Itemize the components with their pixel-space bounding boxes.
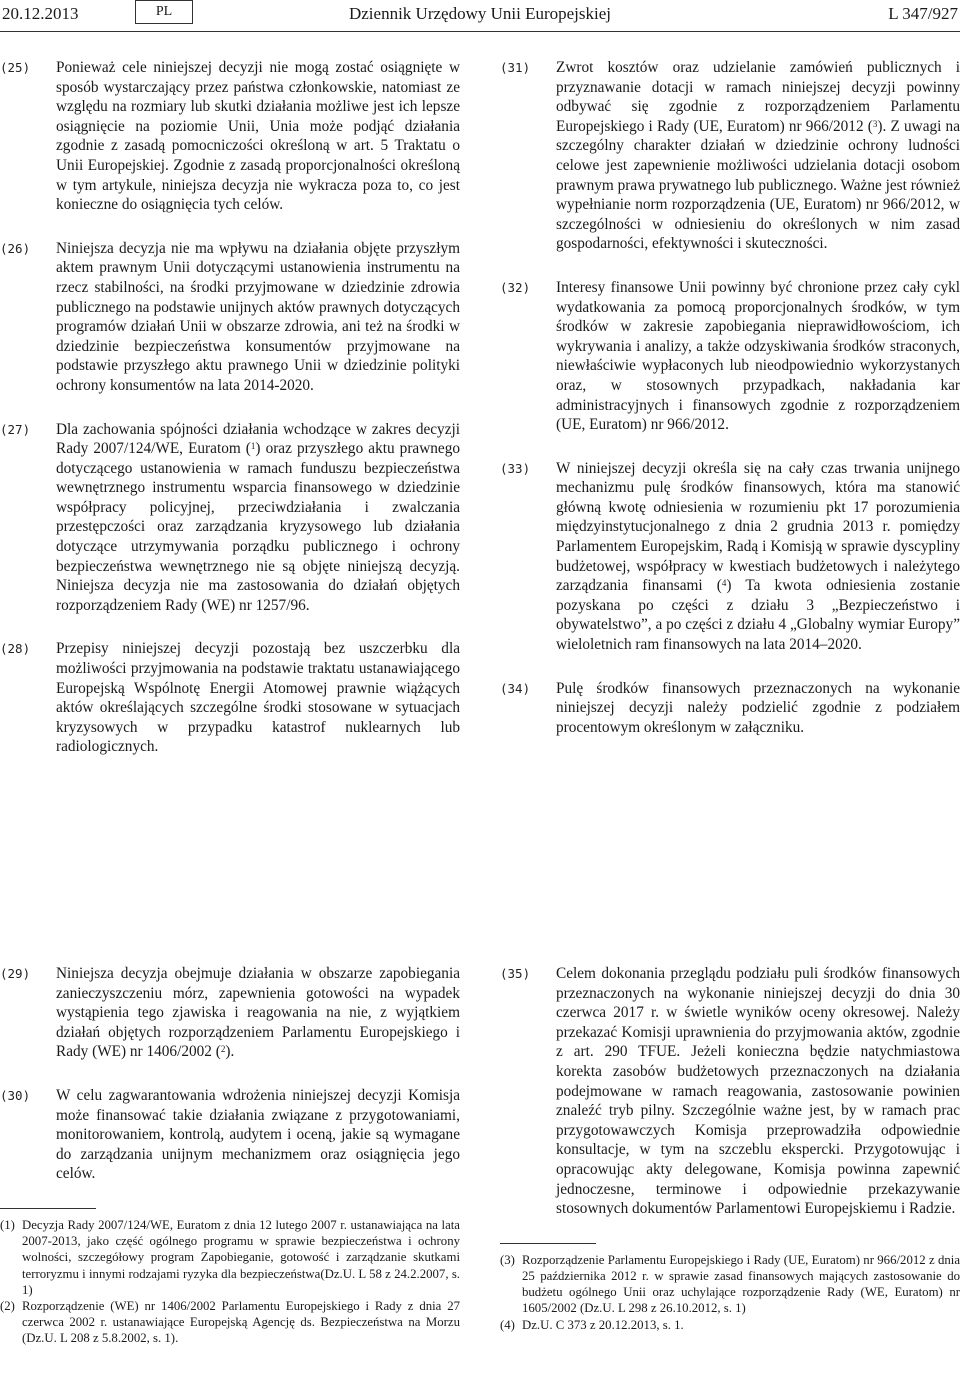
recital-text: Interesy finansowe Unii powinny być chronione przez cały cykl wydatkowania za pomocą proporcjonalnych środków, w tym środków w zakresie zapobiegania nieprawidłowościom, ich wykrywania i analizy, a także odzyskiwania środków straconych, niewłaściwie wypłaconych lub nieodpowiednio wykorzystanych oraz, w stosownych przypadkach, nakładania kar administracyjnych i finansowych zgodnie z rozporządzeniem (UE, Euratom) nr 966/2012.: [556, 278, 960, 434]
column-left-upper: [0, 58, 460, 781]
recital-33: [500, 459, 960, 655]
recital-number: (33): [500, 460, 531, 476]
footnote-text: Dz.U. C 373 z 20.12.2013, s. 1.: [522, 1317, 684, 1332]
page-header: [0, 0, 960, 40]
recital-text: Celem dokonania przeglądu podziału puli środków finansowych przeznaczonych na wykonanie niniejszej decyzji do dnia 30 czerwca 2017 r. w świetle wyników oceny okresowej. Należy przekazać Komisji uprawnienia do przyjmowania aktów, zgodnie z art. 290 TFUE. Jeżeli konieczna będzie natychmiastowa korekta zasobów budżetowych przeznaczonych na działania podejmowane w ramach reagowania, zastosowanie powinien znaleźć tryb pilny. Szczególnie ważne jest, by w ramach prac przygotowawczych Komisja przeprowadziła odpowiednie konsultacje, w tym na szczeblu ekspercki. Przygotowując i opracowując akty delegowane, Komisja powinna zapewnić jednoczesne, terminowe i odpowiednie przekazywanie stosownych dokumentów Parlamentowi Europejskiemu i Radzie.: [556, 965, 960, 1218]
recital-text: Niniejsza decyzja nie ma wpływu na działania objęte przyszłym aktem prawnym Unii dotyczącymi ustanowienia instrumentu na rzecz stabilności, na środki przyjmowane w dziedzinie zdrowia publicznego na podstawie unijnych aktów prawnych dotyczących programów działań Unii w obszarze zdrowia, ani też na środki w dziedzinie bezpieczeństwa konsumentów przyjmowane na podstawie przyszłego aktu prawnego Unii w dziedzinie polityki ochrony konsumentów na lata 2014-2020.: [56, 239, 460, 394]
recital-number: (27): [0, 421, 31, 437]
recital-text: Niniejsza decyzja obejmuje działania w obszarze zapobiegania zanieczyszczeniu mórz, zapewnienia gotowości na wypadek wystąpienia tego zjawiska i reagowania na nie, z wyjątkiem działań objętych rozporządzeniem Parlamentu Europejskiego i Rady (WE) nr 1406/2002 ($^2$).: [56, 965, 460, 1061]
recital-number: (32): [500, 279, 531, 295]
journal-title: Dziennik Urzędowy Unii Europejskiej: [348, 4, 611, 23]
footnote-rule: [500, 1243, 596, 1244]
page-reference: L 347/927: [888, 4, 958, 23]
language-box: PL: [135, 0, 193, 24]
recital-34: [500, 679, 960, 738]
recital-text: W celu zagwarantowania wdrożenia niniejszej decyzji Komisja może finansować takie działania związane z przygotowaniami, monitorowaniem, kontrolą, audytem i oceną, jakie są wymagane do zarządzania unijnym mechanizmem oraz osiągnięcia jego celów.: [56, 1086, 460, 1183]
footnote-4: [500, 1317, 960, 1333]
footnote-mark: (3): [500, 1252, 515, 1267]
footnote-3: [500, 1252, 960, 1317]
footnote-2: [0, 1298, 460, 1347]
recital-text: Przepisy niniejszej decyzji pozostają bez uszczerbku dla możliwości przyjmowania na podstawie traktatu ustanawiającego Europejską Wspólnotę Energii Atomowej prawnie wiążących aktów określających szczególne środki stosowane w sytuacjach kryzysowych w przypadku katastrof nuklearnych lub radiologicznych.: [56, 640, 460, 756]
recital-number: (29): [0, 966, 31, 981]
recital-27: [0, 420, 460, 616]
footnote-mark: (1): [0, 1217, 15, 1232]
footnote-ref-1[interactable]: 1: [250, 441, 256, 452]
recital-number: (26): [0, 240, 31, 256]
recital-number: (35): [500, 966, 531, 981]
recital-number: (30): [0, 1087, 31, 1103]
footnote-mark: (2): [0, 1298, 15, 1313]
recital-35: [500, 964, 960, 1219]
recital-25: [0, 58, 460, 215]
recital-26: [0, 239, 460, 396]
recital-29: [0, 964, 460, 1062]
recital-number: (34): [500, 680, 531, 696]
footnote-ref-4[interactable]: 4: [721, 578, 727, 589]
recital-30: [0, 1086, 460, 1184]
recital-32: [500, 278, 960, 435]
recital-31: [500, 58, 960, 254]
header-rule: [0, 31, 960, 32]
column-right-lower: [500, 964, 960, 1333]
footnote-text: Rozporządzenie Parlamentu Europejskiego i Rady (UE, Euratom) nr 966/2012 z dnia 25 października 2012 r. w sprawie zasad finansowych mających zastosowanie do budżetu ogólnego Unii oraz uchylające rozporządzenie Rady (WE, Euratom) nr 1605/2002 (Dz.U. L 298 z 26.10.2012, s. 1): [522, 1252, 960, 1316]
footnote-ref-2[interactable]: 2: [220, 1044, 226, 1055]
recital-text: Zwrot kosztów oraz udzielanie zamówień publicznych i przyznawanie dotacji w ramach niniejszej decyzji powinny odbywać się zgodnie z rozporządzeniem Parlamentu Europejskiego i Rady (UE, Euratom) nr 966/2012 ($^3$). Z uwagi na szczególny charakter działań w dziedzinie ochrony ludności celowe jest zapewnienie możliwości udzielania dotacji osobom prawnym prawa prywatnego lub publicznego. Ważne jest również wypełnianie norm rozporządzenia (UE, Euratom) nr 966/2012, w szczególności w odniesieniu do określonych w nim zasad gospodarności, efektywności i skuteczności.: [556, 59, 960, 253]
footnote-mark: (4): [500, 1317, 515, 1332]
column-right-upper: [500, 58, 960, 761]
recital-number: (28): [0, 641, 31, 657]
recital-text: Ponieważ cele niniejszej decyzji nie mogą zostać osiągnięte w sposób wystarczający przez państwa członkowskie, natomiast ze względu na rozmiary lub skutki działania możliwe jest ich lepsze osiągnięcie na poziomie Unii, Unia może podjąć działania zgodnie z zasadą pomocniczości określoną w art. 5 Traktatu o Unii Europejskiej. Zgodnie z zasadą proporcjonalności określoną w tym artykule, niniejsza decyzja nie wykracza poza to, co jest konieczne do osiągnięcia tych celów.: [56, 59, 460, 214]
footnote-text: Rozporządzenie (WE) nr 1406/2002 Parlamentu Europejskiego i Rady z dnia 27 czerwca 2002 r. ustanawiające Europejską Agencję ds. Bezpieczeństwa na Morzu (Dz.U. L 208 z 5.8.2002, s. 1).: [22, 1298, 460, 1346]
recital-text: Dla zachowania spójności działania wchodzące w zakres decyzji Rady 2007/124/WE, Euratom ($^1$) oraz przyszłego aktu prawnego dotyczącego ustanowienia w ramach funduszu bezpieczeństwa wewnętrznego instrumentu wsparcia finansowego w dziedzinie współpracy policyjnej, przeciwdziałania i zwalczania przestępczości oraz zarządzania kryzysowego lub działania dotyczące utrzymywania porządku publicznego i ochrony bezpieczeństwa wewnętrznego nie są objęte niniejszą decyzją. Niniejsza decyzja nie ma zastosowania do działań objętych rozporządzeniem Rady (WE) nr 1257/96.: [56, 420, 460, 614]
recital-number: (31): [500, 60, 531, 75]
footnote-1: [0, 1217, 460, 1298]
recital-text: Pulę środków finansowych przeznaczonych na wykonanie niniejszej decyzji należy podzielić zgodnie z podziałem procentowym określonym w załączniku.: [556, 679, 960, 736]
footnote-text: Decyzja Rady 2007/124/WE, Euratom z dnia 12 lutego 2007 r. ustanawiająca na lata 2007-2013, jako część ogólnego programu w sprawie bezpieczeństwa i ochrony wolności, szczegółowy program Zapobieganie, gotowość i zarządzanie skutkami terroryzmu i innymi rodzajami ryzyka dla bezpieczeństwa(Dz.U. L 58 z 24.2.2007, s. 1): [22, 1217, 460, 1297]
recital-28: [0, 639, 460, 757]
footnote-rule: [0, 1208, 96, 1209]
column-left-lower: [0, 964, 460, 1347]
footnote-ref-3[interactable]: 3: [872, 118, 878, 129]
publication-date: 20.12.2013: [2, 4, 79, 23]
recital-text: W niniejszej decyzji określa się na cały czas trwania unijnego mechanizmu pulę środków finansowych, która ma stanowić główną kwotę odniesienia w rozumieniu pkt 17 porozumienia międzyinstytucjonalnego z dnia 2 grudnia 2013 r. pomiędzy Parlamentem Europejskim, Radą i Komisją w sprawie dyscypliny budżetowej, współpracy w kwestiach budżetowych i należytego zarządzania finansami ($^4$) Ta kwota odniesienia zostanie pozyskana po części z działu 3 „Bezpieczeństwo i obywatelstwo”, a po części z działu 4 „Globalny wymiar Europy” wieloletnich ram finansowych na lata 2014–2020.: [556, 459, 960, 654]
recital-number: (25): [0, 60, 31, 75]
